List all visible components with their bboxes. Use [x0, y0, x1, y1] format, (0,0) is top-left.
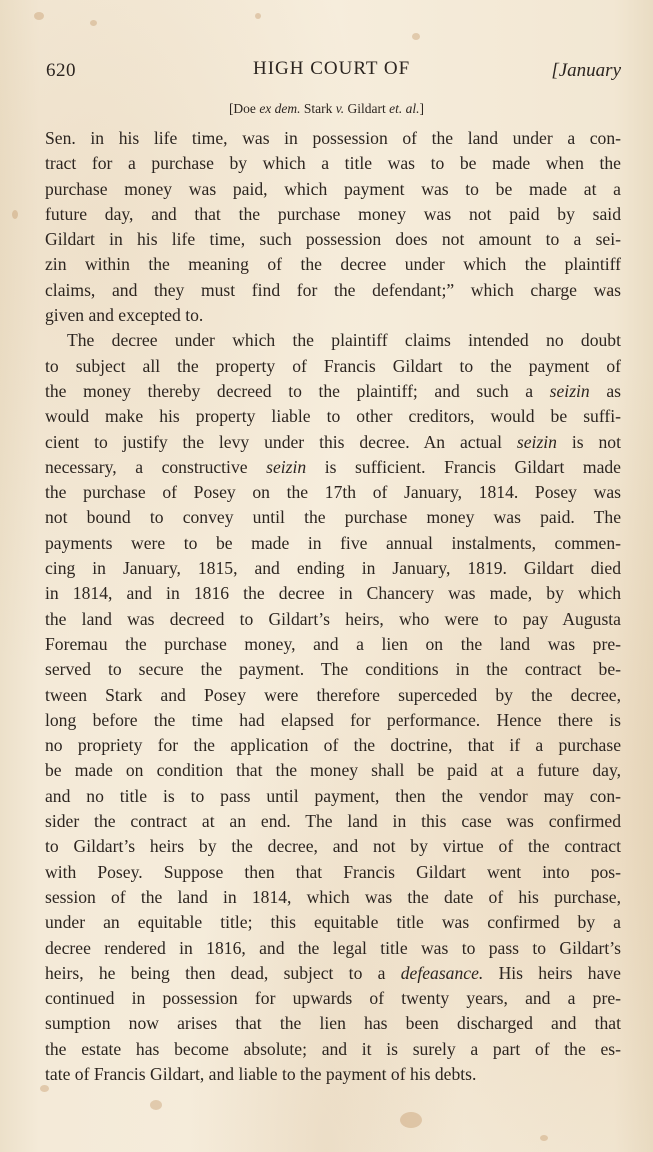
text-line [45, 910, 621, 935]
text-line-content: the land was decreed to Gildart’s heirs, who were to pay Augusta [45, 608, 621, 629]
text-line [45, 278, 621, 303]
caption-versus: v. [335, 101, 345, 116]
text-line-content: the estate has become absolute; and it is surely a part of the es- [45, 1038, 621, 1059]
text-line [45, 632, 621, 657]
foxing-spot [400, 1112, 422, 1128]
text-line-content: given and excepted to. [45, 305, 204, 326]
text-line [45, 430, 621, 455]
text-line [45, 177, 621, 202]
text-line [45, 1062, 621, 1087]
foxing-spot [34, 12, 44, 20]
text-line-content: be made on condition that the money shall be paid at a future day, [45, 760, 621, 781]
text-line [45, 379, 621, 404]
text-line-content: sumption now arises that the lien has been discharged and that [45, 1013, 621, 1034]
text-line [45, 151, 621, 176]
text-line [45, 556, 621, 581]
text-line-part: is not [556, 431, 621, 452]
caption-et-al: et. al. [389, 101, 420, 116]
text-line-content: payments were to be made in five annual instalments, commen- [45, 532, 621, 553]
text-line [45, 505, 621, 530]
text-line-content: served to secure the payment. The conditions in the contract be- [45, 659, 621, 680]
caption-defendant: Gildart [344, 101, 390, 116]
text-line [45, 834, 621, 859]
text-line [45, 986, 621, 1011]
text-line-content: to subject all the property of Francis Gildart to the payment of [45, 355, 621, 376]
running-title: HIGH COURT OF [253, 58, 411, 79]
text-line-content: sider the contract at an end. The land in this case was confirmed [45, 811, 621, 832]
text-line-content: tate of Francis Gildart, and liable to the payment of his debts. [45, 1063, 477, 1084]
caption-plaintiff: Stark [300, 101, 336, 116]
text-line-content: zin within the meaning of the decree under which the plaintiff [45, 254, 621, 275]
text-line-content: under an equitable title; this equitable title was confirmed by a [45, 912, 621, 933]
italic-term: seizin [549, 380, 590, 401]
text-line-part: cient to justify the levy under this decree. An actual [45, 431, 517, 452]
text-line-content: no propriety for the application of the doctrine, that if a purchase [45, 735, 621, 756]
text-line [45, 733, 621, 758]
text-line-content: long before the time had elapsed for performance. Hence there is [45, 709, 621, 730]
text-line-content: not bound to convey until the purchase money was paid. The [45, 507, 621, 528]
text-line-content: Foremau the purchase money, and a lien on the land was pre- [45, 633, 621, 654]
text-line-part: is sufficient. Francis Gildart made [306, 456, 621, 477]
text-line-content: claims, and they must find for the defendant;” which charge was [45, 279, 621, 300]
text-line-part: the money thereby decreed to the plaintiff; and such a [45, 380, 550, 401]
foxing-spot [12, 210, 18, 219]
text-line [45, 784, 621, 809]
text-line-content: the purchase of Posey on the 17th of January, 1814. Posey was [45, 482, 621, 503]
text-line [45, 758, 621, 783]
text-line-content: Sen. in his life time, was in possession of the land under a con- [45, 128, 621, 148]
text-line-content: tween Stark and Posey were therefore superceded by the decree, [45, 684, 621, 705]
text-line [45, 607, 621, 632]
text-line [45, 657, 621, 682]
text-line [45, 961, 621, 986]
foxing-spot [150, 1100, 162, 1110]
foxing-spot [540, 1135, 548, 1141]
foxing-spot [90, 20, 97, 26]
text-line-content: tract for a purchase by which a title was to be made when the [45, 153, 621, 174]
text-line-content: decree rendered in 1816, and the legal title was to pass to Gildart’s [45, 937, 621, 958]
running-month: [January [551, 60, 621, 81]
text-line [45, 809, 621, 834]
text-line [45, 683, 621, 708]
text-line-part: necessary, a constructive [45, 456, 267, 477]
text-line-content: in 1814, and in 1816 the decree in Chancery was made, by which [45, 583, 621, 604]
text-line [45, 303, 621, 328]
text-line [45, 480, 621, 505]
foxing-spot [412, 33, 420, 40]
foxing-spot [255, 13, 261, 19]
text-line-part: His heirs have [483, 962, 621, 983]
text-line-content: purchase money was paid, which payment was to be made at a [45, 178, 621, 199]
text-line-part: as [589, 380, 621, 401]
text-line [45, 708, 621, 733]
text-line [45, 885, 621, 910]
opinion-text [45, 126, 621, 1087]
italic-term: defeasance. [400, 962, 484, 983]
text-line-content: cing in January, 1815, and ending in January, 1819. Gildart died [45, 558, 621, 579]
text-line [45, 860, 621, 885]
text-line [45, 328, 621, 353]
italic-term: seizin [516, 431, 557, 452]
caption-open: [Doe [228, 101, 260, 116]
text-line [45, 202, 621, 227]
text-line [45, 1011, 621, 1036]
text-line [45, 126, 621, 151]
page-number: 620 [46, 60, 76, 81]
text-line [45, 531, 621, 556]
text-line-content: continued in possession for upwards of twenty years, and a pre- [45, 988, 621, 1009]
text-line-content: The decree under which the plaintiff claims intended no doubt [67, 330, 621, 351]
text-line-content: would make his property liable to other creditors, would be suffi- [45, 406, 621, 427]
text-line-content: and no title is to pass until payment, then the vendor may con- [45, 785, 621, 806]
text-line-content: session of the land in 1814, which was the date of his purchase, [45, 886, 621, 907]
text-line [45, 581, 621, 606]
text-line-part: heirs, he being then dead, subject to a [45, 962, 401, 983]
caption-ex-dem: ex dem. [259, 101, 301, 116]
text-line [45, 252, 621, 277]
case-caption [0, 101, 653, 117]
caption-close: ] [419, 101, 425, 116]
text-line [45, 936, 621, 961]
text-line-content: to Gildart’s heirs by the decree, and not by virtue of the contract [45, 836, 621, 857]
text-line [45, 404, 621, 429]
text-line-content: future day, and that the purchase money was not paid by said [45, 203, 621, 224]
text-line-content: with Posey. Suppose then that Francis Gildart went into pos- [45, 861, 621, 882]
text-line [45, 455, 621, 480]
running-header [46, 58, 621, 88]
text-line-content: Gildart in his life time, such possession does not amount to a sei- [45, 229, 621, 250]
italic-term: seizin [266, 456, 307, 477]
text-line [45, 1037, 621, 1062]
text-line [45, 354, 621, 379]
text-line [45, 227, 621, 252]
